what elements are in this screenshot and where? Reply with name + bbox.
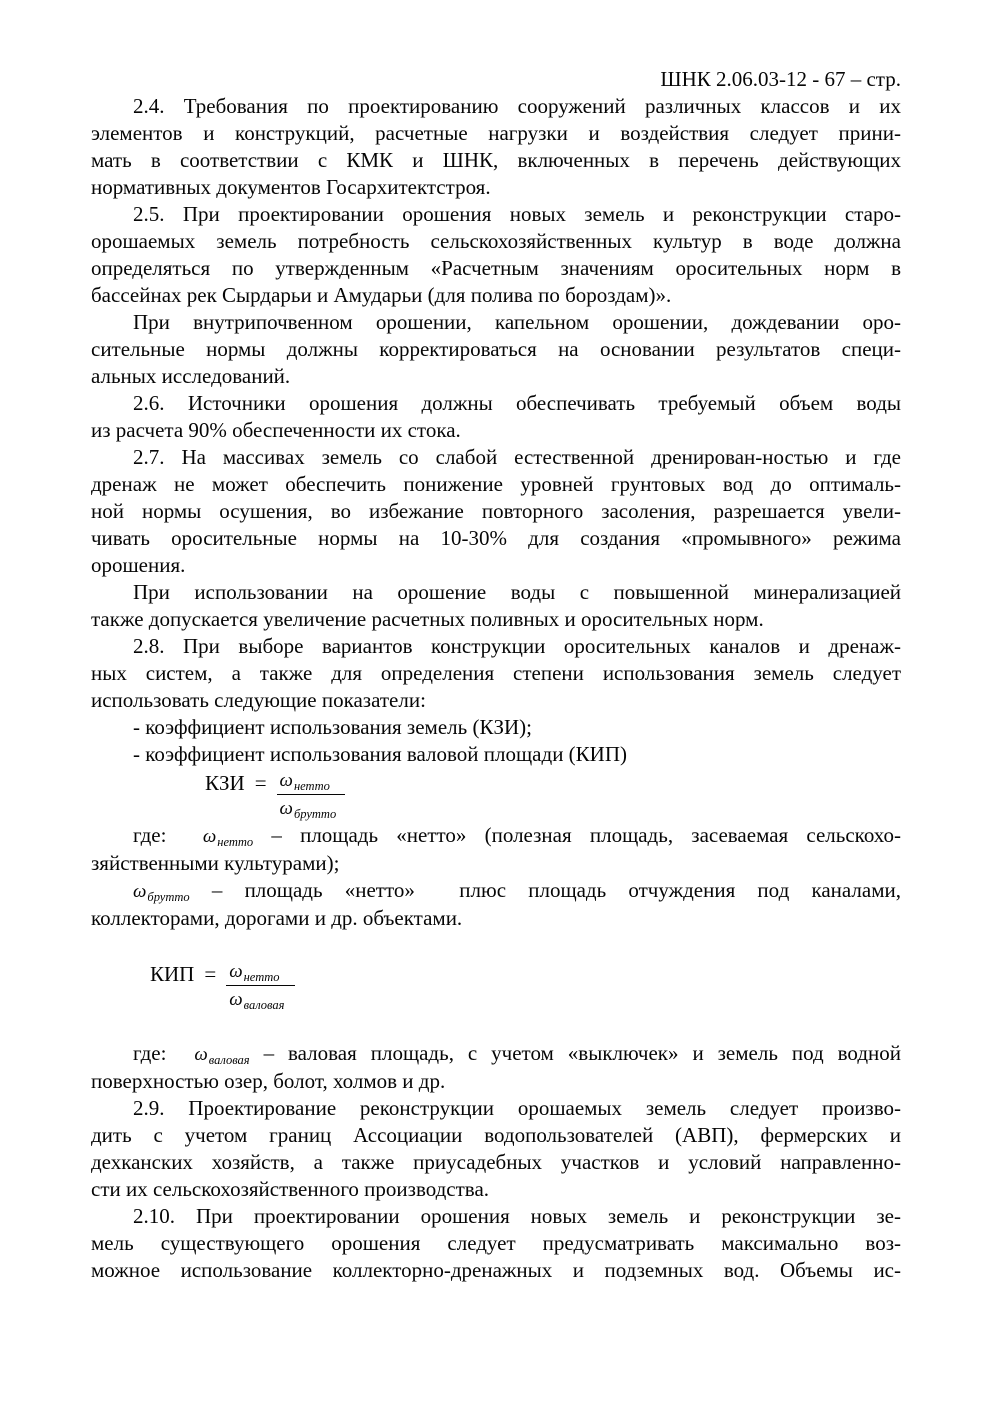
paragraph-line: мать в соответствии с КМК и ШНК, включенных в перечень действующих [91, 148, 901, 172]
paragraph-line: - коэффициент использования валовой площади (КИП) [133, 742, 628, 766]
formula-lhs: КИП [150, 962, 195, 986]
para-2-5 [91, 201, 901, 309]
paragraph-line: орошаемых земель потребность сельскохозяйственных культур в воде должна [91, 229, 901, 253]
fraction [226, 959, 294, 1013]
paragraph-line: При внутрипочвенном орошении, капельном орошении, дождевании оро- [133, 310, 901, 334]
para-omega-brutto [91, 877, 901, 932]
paragraph-line: 2.8. При выборе вариантов конструкции оросительных каналов и дренаж- [133, 634, 901, 658]
formula-kzi [205, 768, 901, 822]
paragraph-line: - коэффициент использования земель (КЗИ); [133, 715, 532, 739]
paragraph-line: 2.5. При проектировании орошения новых земель и реконструкции старо- [133, 202, 901, 226]
paragraph-line: определяться по утвержденным «Расчетным значениям оросительных норм в [91, 256, 901, 280]
paragraph-line: где: $\omega_{валовая}$ – валовая площадь, с учетом «выключек» и земель под водной [133, 1041, 901, 1067]
paragraph-line: дить с учетом границ Ассоциации водопользователей (АВП), фермерских и [91, 1123, 901, 1147]
paragraph-line: дренаж не может обеспечить понижение уровней грунтовых вод до оптималь- [91, 472, 901, 496]
paragraph-line: $\omega_{брутто}$ – площадь «нетто» плюс площадь отчуждения под каналами, [133, 878, 901, 904]
paragraph-line: 2.10. При проектировании орошения новых земель и реконструкции зе- [133, 1204, 901, 1228]
paragraph-line: поверхностью озер, болот, холмов и др. [91, 1069, 446, 1093]
para-2-4 [91, 93, 901, 201]
omega-symbol: $\omega_{валовая}$ [194, 1044, 250, 1067]
omega-symbol: $\omega_{брутто}$ [133, 881, 190, 904]
paragraph-line: сительные нормы должны корректироваться на основании результатов специ- [91, 337, 901, 361]
paragraph-line: также допускается увеличение расчетных поливных и оросительных норм. [91, 607, 764, 631]
paragraph-line: нормативных документов Госархитектстроя. [91, 175, 491, 199]
para-gde-valovaya [91, 1040, 901, 1095]
para-2-9 [91, 1095, 901, 1203]
paragraph-line: где: $\omega_{нетто}$ – площадь «нетто» (полезная площадь, засеваемая сельскохо- [133, 823, 901, 849]
paragraph-line: 2.9. Проектирование реконструкции орошаемых земель следует произво- [133, 1096, 901, 1120]
paragraph-line: зяйственными культурами); [91, 851, 340, 875]
formula-lhs: КЗИ [205, 771, 245, 795]
paragraph-line: мель существующего орошения следует предусматривать максимально воз- [91, 1231, 901, 1255]
paragraph-line: 2.6. Источники орошения должны обеспечивать требуемый объем воды [133, 391, 901, 415]
para-2-8 [91, 633, 901, 714]
paragraph-line: 2.7. На массивах земель со слабой естественной дренирован-ностью и где [133, 445, 901, 469]
paragraph-line: коллекторами, дорогами и др. объектами. [91, 906, 463, 930]
equals-sign: = [204, 962, 217, 986]
para-subsurface-irrigation [91, 309, 901, 390]
para-2-10 [91, 1203, 901, 1284]
paragraph-line: бассейнах рек Сырдарьи и Амударьи (для полива по бороздам)». [91, 283, 672, 307]
paragraph-line: дехканских хозяйств, а также приусадебных участков и условий направленно- [91, 1150, 901, 1174]
document-body [91, 93, 901, 1284]
fraction-denominator: $\omega_{брутто}$ [279, 798, 337, 821]
paragraph-line: чивать оросительные нормы на 10-30% для создания «промывного» режима [91, 526, 901, 550]
paragraph-line: из расчета 90% обеспеченности их стока. [91, 418, 461, 442]
paragraph-line: использовать следующие показатели: [91, 688, 426, 712]
para-mineralization [91, 579, 901, 633]
paragraph-line: альных исследований. [91, 364, 291, 388]
list-item-kip [91, 741, 901, 768]
equals-sign: = [254, 771, 267, 795]
para-gde-netto [91, 822, 901, 877]
paragraph-line: сти их сельскохозяйственного производства. [91, 1177, 490, 1201]
fraction-numerator: $\omega_{нетто}$ [277, 768, 345, 795]
formula-kip [150, 959, 901, 1013]
page-header: ШНК 2.06.03-12 - 67 – стр. [660, 67, 901, 91]
para-2-7 [91, 444, 901, 579]
fraction-denominator: $\omega_{валовая}$ [229, 989, 285, 1012]
paragraph-line: можное использование коллекторно-дренажных и подземных вод. Объемы ис- [91, 1258, 901, 1282]
paragraph-line: При использовании на орошение воды с повышенной минерализацией [133, 580, 901, 604]
paragraph-line: 2.4. Требования по проектированию сооружений различных классов и их [133, 94, 901, 118]
list-item-kzi [91, 714, 901, 741]
para-2-6 [91, 390, 901, 444]
fraction [277, 768, 345, 822]
paragraph-line: орошения. [91, 553, 186, 577]
fraction-numerator: $\omega_{нетто}$ [226, 959, 294, 986]
paragraph-line: элементов и конструкций, расчетные нагрузки и воздействия следует прини- [91, 121, 901, 145]
omega-symbol: $\omega_{нетто}$ [202, 826, 254, 849]
paragraph-line: ных систем, а также для определения степени использования земель следует [91, 661, 901, 685]
paragraph-line: ной нормы осушения, во избежание повторного засоления, разрешается увели- [91, 499, 901, 523]
